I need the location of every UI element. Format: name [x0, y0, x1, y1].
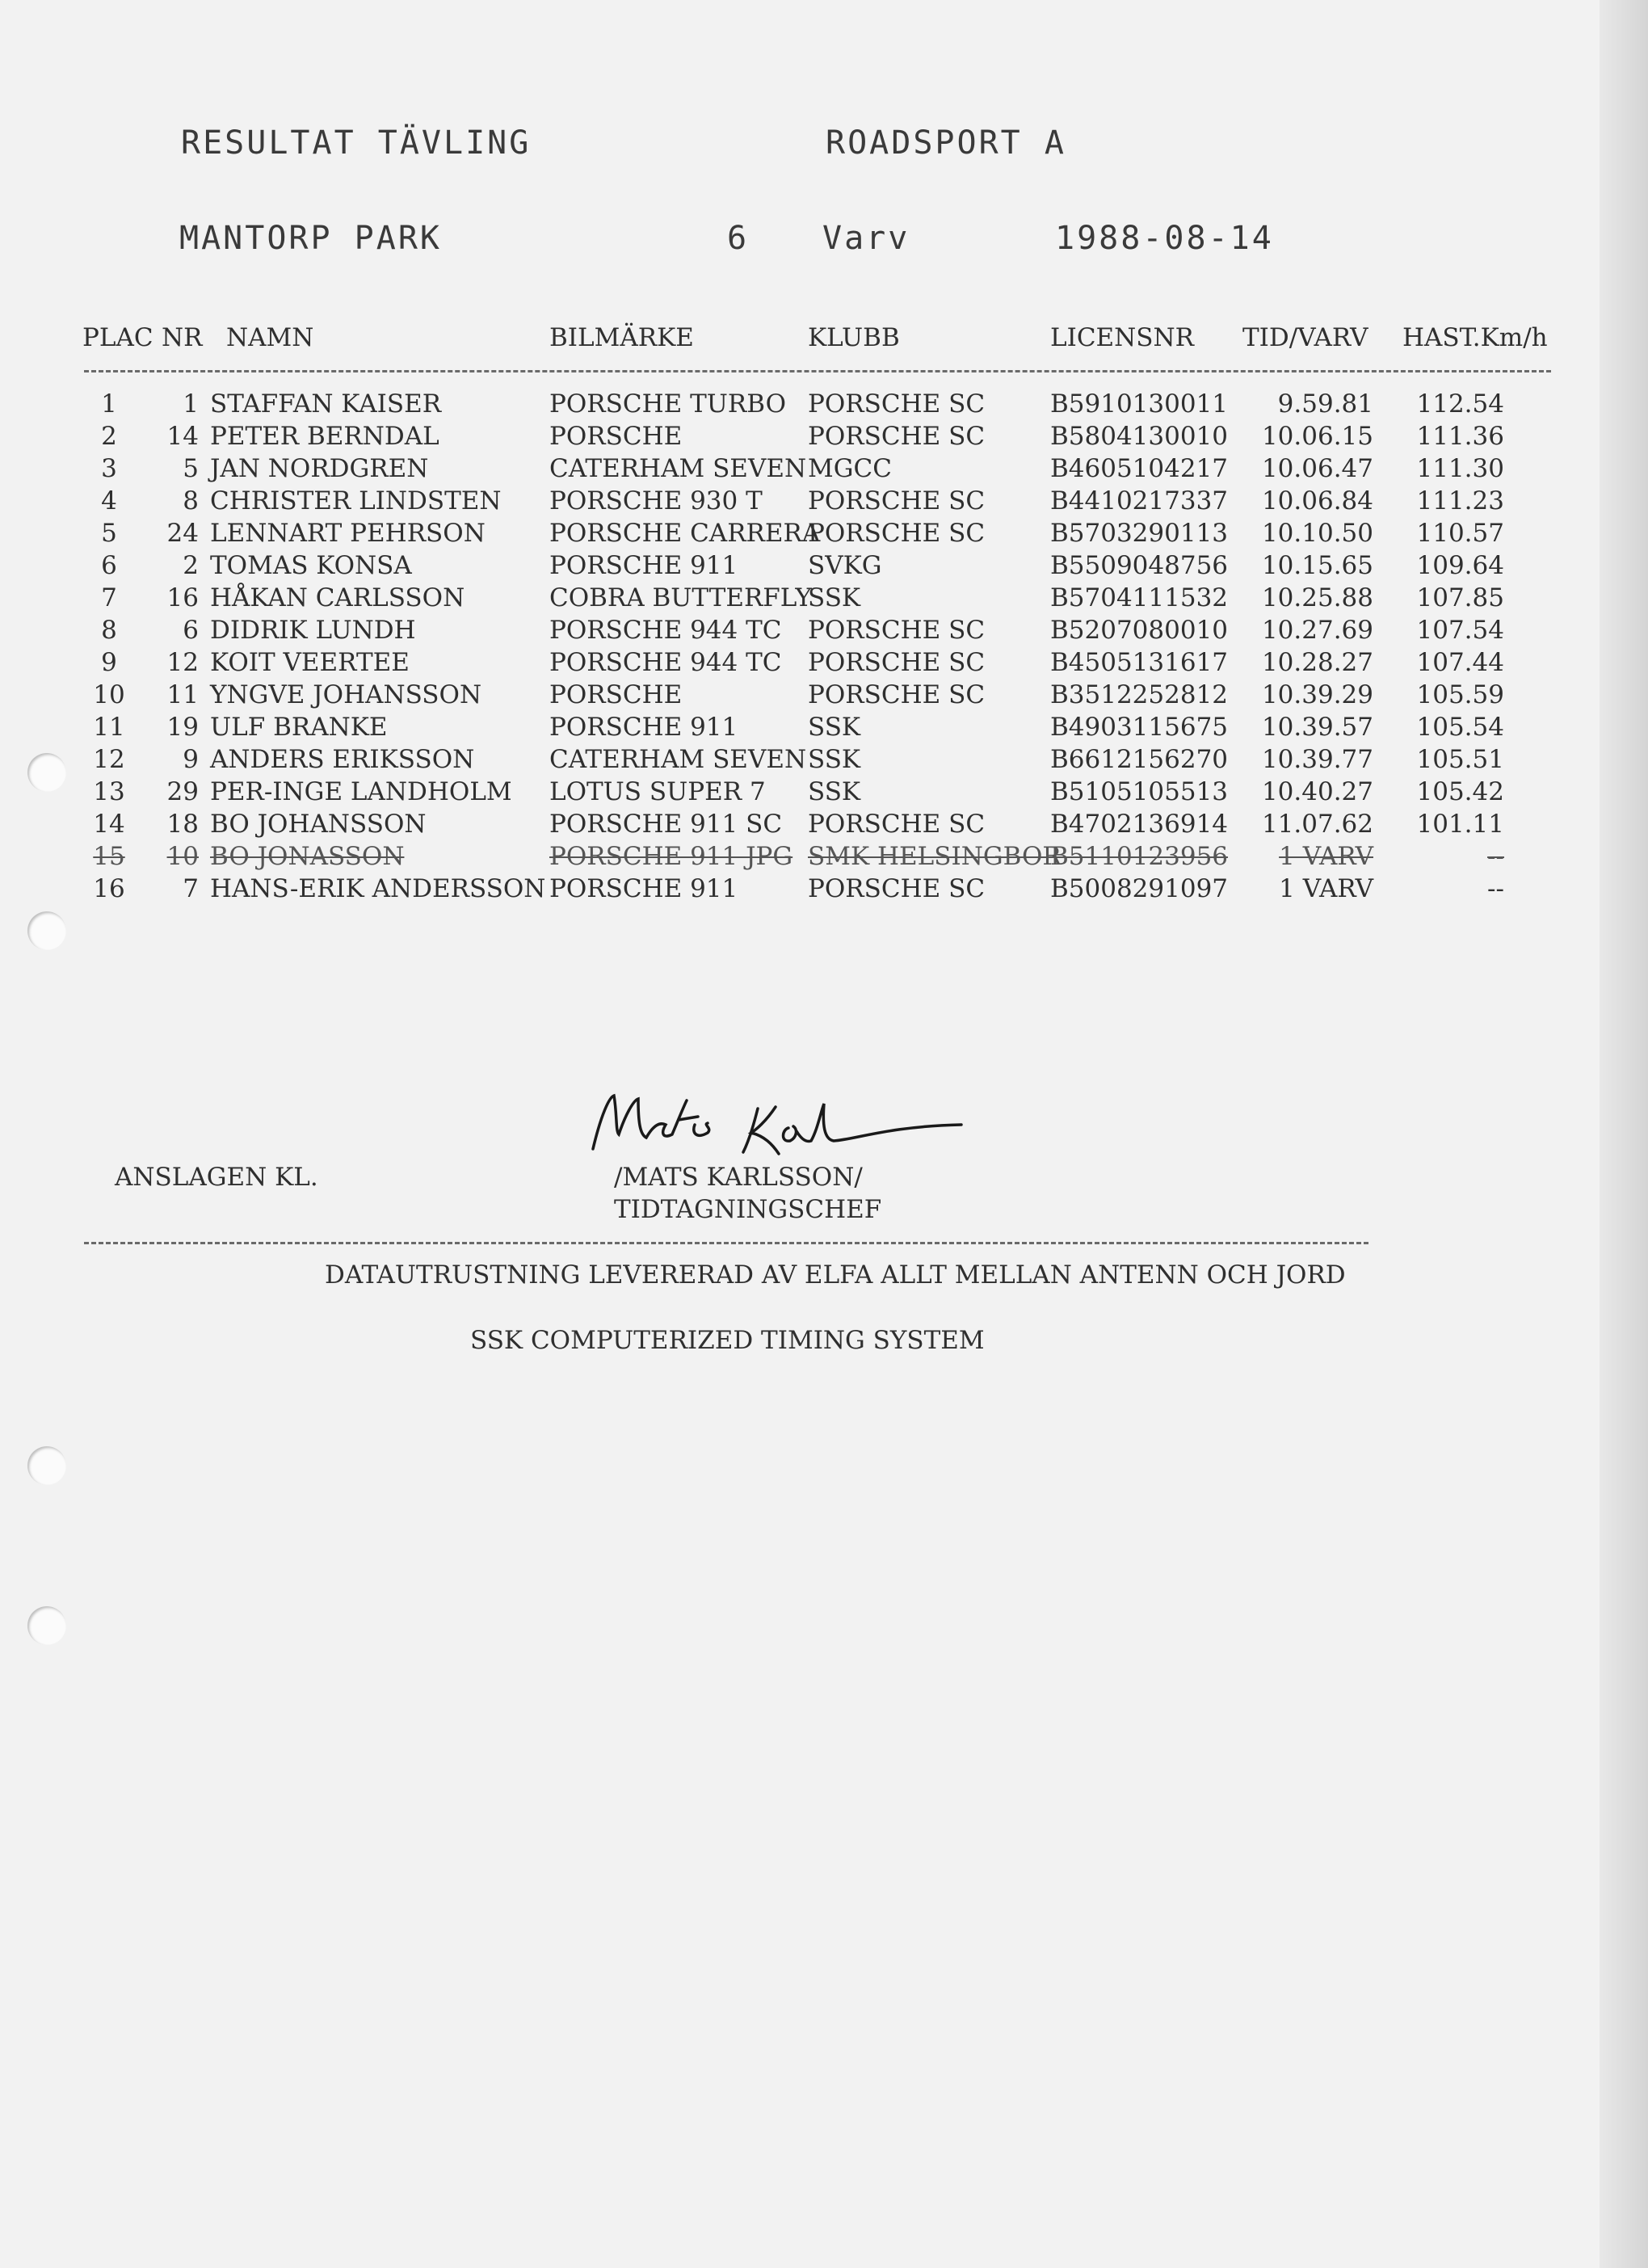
footer-divider [84, 1242, 1368, 1244]
speed-cell: 105.59 [1416, 680, 1504, 709]
table-row [0, 517, 1616, 549]
license-cell: B5008291097 [1050, 874, 1229, 903]
license-cell: B5703290113 [1050, 519, 1229, 548]
car-cell: PORSCHE 911 [549, 713, 738, 742]
lap-time-cell: 10.28.27 [1261, 648, 1373, 677]
speed-cell: -- [1487, 842, 1504, 871]
punch-hole [27, 911, 66, 950]
plac-cell: 13 [93, 777, 125, 806]
nr-cell: 2 [183, 551, 199, 580]
plac-cell: 2 [101, 422, 117, 451]
name-cell: YNGVE JOHANSSON [210, 680, 482, 709]
lap-time-cell: 9.59.81 [1277, 389, 1373, 419]
nr-cell: 7 [183, 874, 199, 903]
club-cell: PORSCHE SC [808, 680, 986, 709]
car-cell: PORSCHE 911 SC [549, 810, 783, 839]
car-cell: PORSCHE 911 JPG [549, 842, 793, 871]
license-cell: B4605104217 [1050, 454, 1229, 483]
club-cell: PORSCHE SC [808, 422, 986, 451]
punch-hole [27, 1606, 66, 1645]
lap-time-cell: 11.07.62 [1261, 810, 1373, 839]
license-cell: B5804130010 [1050, 422, 1229, 451]
club-cell: SSK [808, 583, 861, 612]
license-cell: B5509048756 [1050, 551, 1229, 580]
table-header [0, 322, 1616, 354]
nr-cell: 29 [166, 777, 199, 806]
name-cell: PER-INGE LANDHOLM [210, 777, 512, 806]
nr-cell: 18 [166, 810, 199, 839]
nr-cell: 14 [166, 422, 199, 451]
nr-cell: 24 [166, 519, 199, 548]
car-cell: PORSCHE 944 TC [549, 648, 782, 677]
plac-cell: 14 [93, 810, 125, 839]
race-date: 1988-08-14 [1055, 220, 1274, 257]
plac-cell: 9 [101, 648, 117, 677]
lap-time-cell: 10.39.57 [1261, 713, 1373, 742]
license-cell: B4410217337 [1050, 486, 1229, 515]
lap-time-cell: 10.39.29 [1261, 680, 1373, 709]
col-nr: NR [162, 323, 203, 352]
report-title: RESULTAT TÄVLING [181, 124, 532, 162]
car-cell: PORSCHE CARRERA [549, 519, 821, 548]
license-cell: B5910130011 [1050, 389, 1229, 419]
table-row [0, 614, 1616, 646]
club-cell: PORSCHE SC [808, 874, 986, 903]
table-row [0, 646, 1616, 679]
plac-cell: 6 [101, 551, 117, 580]
nr-cell: 11 [166, 680, 199, 709]
name-cell: BO JONASSON [210, 842, 405, 871]
lap-time-cell: 10.27.69 [1261, 616, 1373, 645]
lap-time-cell: 1 VARV [1279, 874, 1373, 903]
speed-cell: 111.23 [1416, 486, 1504, 515]
license-cell: B5110123956 [1050, 842, 1229, 871]
nr-cell: 8 [183, 486, 199, 515]
speed-cell: -- [1487, 874, 1504, 903]
name-cell: ULF BRANKE [210, 713, 388, 742]
lap-time-cell: 10.06.84 [1261, 486, 1373, 515]
car-cell: PORSCHE [549, 422, 683, 451]
speed-cell: 111.36 [1416, 422, 1504, 451]
license-cell: B5207080010 [1050, 616, 1229, 645]
car-cell: PORSCHE 911 [549, 874, 738, 903]
speed-cell: 107.85 [1416, 583, 1504, 612]
lap-word: Varv [822, 220, 910, 257]
name-cell: CHRISTER LINDSTEN [210, 486, 502, 515]
equipment-credit: DATAUTRUSTNING LEVERERAD AV ELFA ALLT MELLAN ANTENN OCH JORD [325, 1260, 1346, 1290]
speed-cell: 105.42 [1416, 777, 1504, 806]
table-row [0, 452, 1616, 485]
name-cell: DIDRIK LUNDH [210, 616, 416, 645]
table-row [0, 420, 1616, 452]
signer-name: /MATS KARLSSON/ [614, 1163, 863, 1192]
car-cell: COBRA BUTTERFLY [549, 583, 812, 612]
car-cell: PORSCHE 911 [549, 551, 738, 580]
lap-time-cell: 10.10.50 [1261, 519, 1373, 548]
car-cell: PORSCHE [549, 680, 683, 709]
license-cell: B3512252812 [1050, 680, 1229, 709]
table-row [0, 388, 1616, 420]
club-cell: PORSCHE SC [808, 519, 986, 548]
table-row [0, 582, 1616, 614]
table-row [0, 549, 1616, 582]
plac-cell: 15 [93, 842, 125, 871]
lap-time-cell: 1 VARV [1279, 842, 1373, 871]
signature-image [582, 1083, 969, 1172]
lap-time-cell: 10.06.15 [1261, 422, 1373, 451]
table-row [0, 743, 1616, 776]
plac-cell: 8 [101, 616, 117, 645]
car-cell: LOTUS SUPER 7 [549, 777, 766, 806]
speed-cell: 112.54 [1416, 389, 1504, 419]
license-cell: B6612156270 [1050, 745, 1229, 774]
car-cell: CATERHAM SEVEN [549, 745, 807, 774]
table-row [0, 840, 1616, 873]
plac-cell: 5 [101, 519, 117, 548]
name-cell: ANDERS ERIKSSON [210, 745, 475, 774]
timing-system: SSK COMPUTERIZED TIMING SYSTEM [470, 1326, 985, 1355]
nr-cell: 16 [166, 583, 199, 612]
table-row [0, 711, 1616, 743]
nr-cell: 5 [183, 454, 199, 483]
name-cell: PETER BERNDAL [210, 422, 439, 451]
name-cell: TOMAS KONSA [210, 551, 412, 580]
table-row [0, 679, 1616, 711]
lap-time-cell: 10.39.77 [1261, 745, 1373, 774]
club-cell: SSK [808, 713, 861, 742]
table-row [0, 873, 1616, 905]
plac-cell: 12 [93, 745, 125, 774]
club-cell: SSK [808, 777, 861, 806]
nr-cell: 1 [183, 389, 199, 419]
club-cell: PORSCHE SC [808, 616, 986, 645]
col-tid-varv: TID/VARV [1242, 323, 1368, 352]
club-cell: SSK [808, 745, 861, 774]
plac-cell: 11 [93, 713, 125, 742]
lap-time-cell: 10.25.88 [1261, 583, 1373, 612]
lap-time-cell: 10.06.47 [1261, 454, 1373, 483]
car-cell: PORSCHE TURBO [549, 389, 787, 419]
name-cell: HÅKAN CARLSSON [210, 583, 465, 612]
speed-cell: 109.64 [1416, 551, 1504, 580]
name-cell: HANS-ERIK ANDERSSON [210, 874, 546, 903]
class-name: ROADSPORT A [826, 124, 1066, 162]
license-cell: B5704111532 [1050, 583, 1229, 612]
name-cell: STAFFAN KAISER [210, 389, 442, 419]
license-cell: B4505131617 [1050, 648, 1229, 677]
lap-time-cell: 10.40.27 [1261, 777, 1373, 806]
plac-cell: 1 [101, 389, 117, 419]
name-cell: LENNART PEHRSON [210, 519, 486, 548]
punch-hole [27, 1446, 66, 1485]
speed-cell: 101.11 [1416, 810, 1504, 839]
speed-cell: 110.57 [1416, 519, 1504, 548]
club-cell: PORSCHE SC [808, 810, 986, 839]
plac-cell: 16 [93, 874, 125, 903]
club-cell: PORSCHE SC [808, 648, 986, 677]
car-cell: PORSCHE 944 TC [549, 616, 782, 645]
lap-time-cell: 10.15.65 [1261, 551, 1373, 580]
table-row [0, 485, 1616, 517]
col-licensnr: LICENSNR [1050, 323, 1195, 352]
col-plac: PLAC [82, 323, 153, 352]
license-cell: B5105105513 [1050, 777, 1229, 806]
speed-cell: 111.30 [1416, 454, 1504, 483]
header-divider [84, 370, 1551, 372]
col-klubb: KLUBB [808, 323, 900, 352]
speed-cell: 107.54 [1416, 616, 1504, 645]
club-cell: SVKG [808, 551, 882, 580]
club-cell: MGCC [808, 454, 892, 483]
nr-cell: 6 [183, 616, 199, 645]
signer-title: TIDTAGNINGSCHEF [614, 1195, 882, 1224]
plac-cell: 4 [101, 486, 117, 515]
track-name: MANTORP PARK [179, 220, 442, 257]
plac-cell: 10 [93, 680, 125, 709]
name-cell: BO JOHANSSON [210, 810, 427, 839]
lap-count: 6 [727, 220, 750, 257]
speed-cell: 107.44 [1416, 648, 1504, 677]
name-cell: JAN NORDGREN [210, 454, 429, 483]
plac-cell: 3 [101, 454, 117, 483]
name-cell: KOIT VEERTEE [210, 648, 410, 677]
col-bilmarke: BILMÄRKE [549, 323, 694, 352]
speed-cell: 105.51 [1416, 745, 1504, 774]
car-cell: PORSCHE 930 T [549, 486, 763, 515]
license-cell: B4702136914 [1050, 810, 1229, 839]
col-hastighet: HAST.Km/h [1402, 323, 1548, 352]
col-namn: NAMN [226, 323, 314, 352]
nr-cell: 10 [166, 842, 199, 871]
club-cell: PORSCHE SC [808, 486, 986, 515]
table-row [0, 808, 1616, 840]
club-cell: PORSCHE SC [808, 389, 986, 419]
nr-cell: 19 [166, 713, 199, 742]
club-cell: SMK HELSINGBOR [808, 842, 1062, 871]
speed-cell: 105.54 [1416, 713, 1504, 742]
posted-time-label: ANSLAGEN KL. [115, 1163, 318, 1192]
car-cell: CATERHAM SEVEN [549, 454, 807, 483]
license-cell: B4903115675 [1050, 713, 1229, 742]
nr-cell: 9 [183, 745, 199, 774]
plac-cell: 7 [101, 583, 117, 612]
nr-cell: 12 [166, 648, 199, 677]
table-row [0, 776, 1616, 808]
